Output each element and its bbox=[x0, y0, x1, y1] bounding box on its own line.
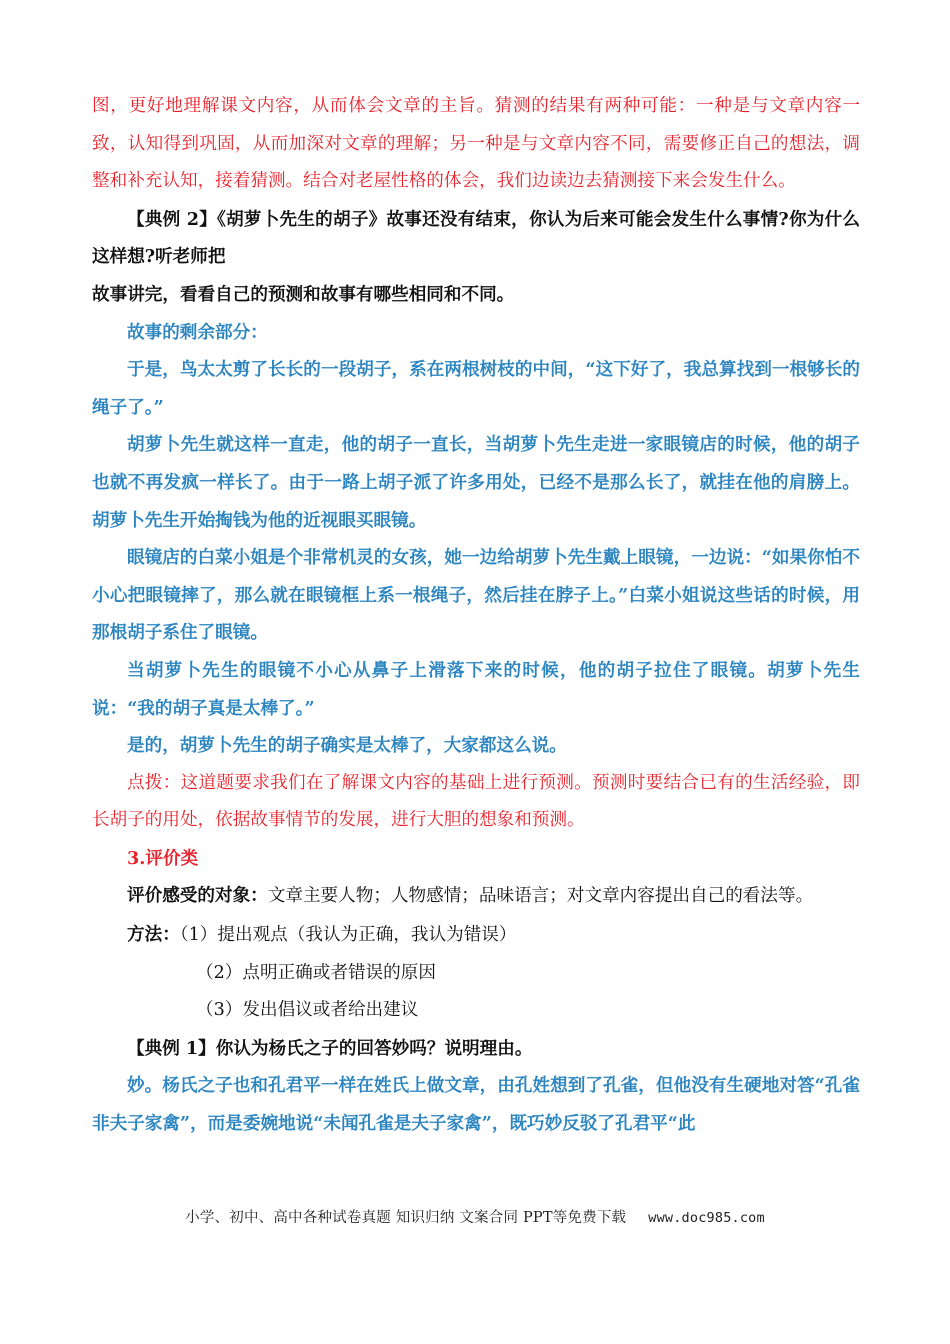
section3-heading: 3.评价类 bbox=[127, 847, 199, 869]
evaluation-objects-text: 文章主要人物；人物感情；品味语言；对文章内容提出自己的看法等。 bbox=[267, 886, 814, 907]
evaluation-objects-label: 评价感受的对象： bbox=[127, 885, 268, 907]
footer-url[interactable]: www.doc985.com bbox=[648, 1210, 765, 1226]
footer-text: 小学、初中、高中各种试卷真题 知识归纳 文案合同 PPT等免费下载 bbox=[185, 1210, 627, 1226]
example2-tip: 点拨：这道题要求我们在了解课文内容的基础上进行预测。预测时要结合已有的生活经验，即长胡子的用处，依据故事情节的发展，进行大胆的想象和预测。 bbox=[92, 772, 860, 831]
page-footer bbox=[0, 1206, 950, 1227]
story-paragraph-2: 胡萝卜先生就这样一直走，他的胡子一直长，当胡萝卜先生走进一家眼镜店的时候，他的胡子也就不再发疯一样长了。由于一路上胡子派了许多用处，已经不是那么长了，就挂在他的肩膀上。胡萝卜先生开始掏钱为他的近视眼买眼镜。 bbox=[92, 434, 860, 531]
example2-question-cont: 故事讲完，看看自己的预测和故事有哪些相同和不同。 bbox=[92, 283, 515, 305]
intro-paragraph: 图，更好地理解课文内容，从而体会文章的主旨。猜测的结果有两种可能：一种是与文章内容一致，认知得到巩固，从而加深对文章的理解；另一种是与文章内容不同，需要修正自己的想法，调整和补充认知，接着猜测。结合对老屋性格的体会，我们边读边去猜测接下来会发生什么。 bbox=[92, 96, 860, 192]
method-item-1: （1）提出观点（我认为正确，我认为错误） bbox=[179, 925, 517, 946]
story-paragraph-1: 于是，鸟太太剪了长长的一段胡子，系在两根树枝的中间，“这下好了，我总算找到一根够长的绳子了。” bbox=[92, 359, 860, 418]
example2-question: 【典例 2】《胡萝卜先生的胡子》故事还没有结束，你认为后来可能会发生什么事情?你为什么这样想?听老师把 bbox=[92, 208, 860, 268]
story-paragraph-5: 是的，胡萝卜先生的胡子确实是太棒了，大家都这么说。 bbox=[127, 735, 567, 757]
story-paragraph-4: 当胡萝卜先生的眼镜不小心从鼻子上滑落下来的时候，他的胡子拉住了眼镜。胡萝卜先生说：“我的胡子真是太棒了。” bbox=[92, 659, 860, 719]
example1-question: 【典例 1】你认为杨氏之子的回答妙吗？说明理由。 bbox=[127, 1037, 533, 1059]
evaluation-objects bbox=[92, 877, 860, 916]
story-paragraph-3: 眼镜店的白菜小姐是个非常机灵的女孩，她一边给胡萝卜先生戴上眼镜，一边说：“如果你怕不小心把眼镜摔了，那么就在眼镜框上系一根绳子，然后挂在脖子上。”白菜小姐说这些话的时候，用那根胡子系住了眼镜。 bbox=[92, 547, 860, 644]
story-label: 故事的剩余部分： bbox=[127, 321, 268, 343]
method-item-2: （2）点明正确或者错误的原因 bbox=[196, 962, 436, 983]
method-label: 方法： bbox=[127, 924, 180, 946]
document-body bbox=[92, 88, 860, 1143]
example1-answer: 妙。杨氏之子也和孔君平一样在姓氏上做文章，由孔姓想到了孔雀，但他没有生硬地对答“孔雀非夫子家禽”，而是委婉地说“未闻孔雀是夫子家禽”，既巧妙反驳了孔君平“此 bbox=[92, 1075, 860, 1135]
method-line-1 bbox=[92, 916, 860, 955]
method-item-3: （3）发出倡议或者给出建议 bbox=[196, 1000, 419, 1021]
